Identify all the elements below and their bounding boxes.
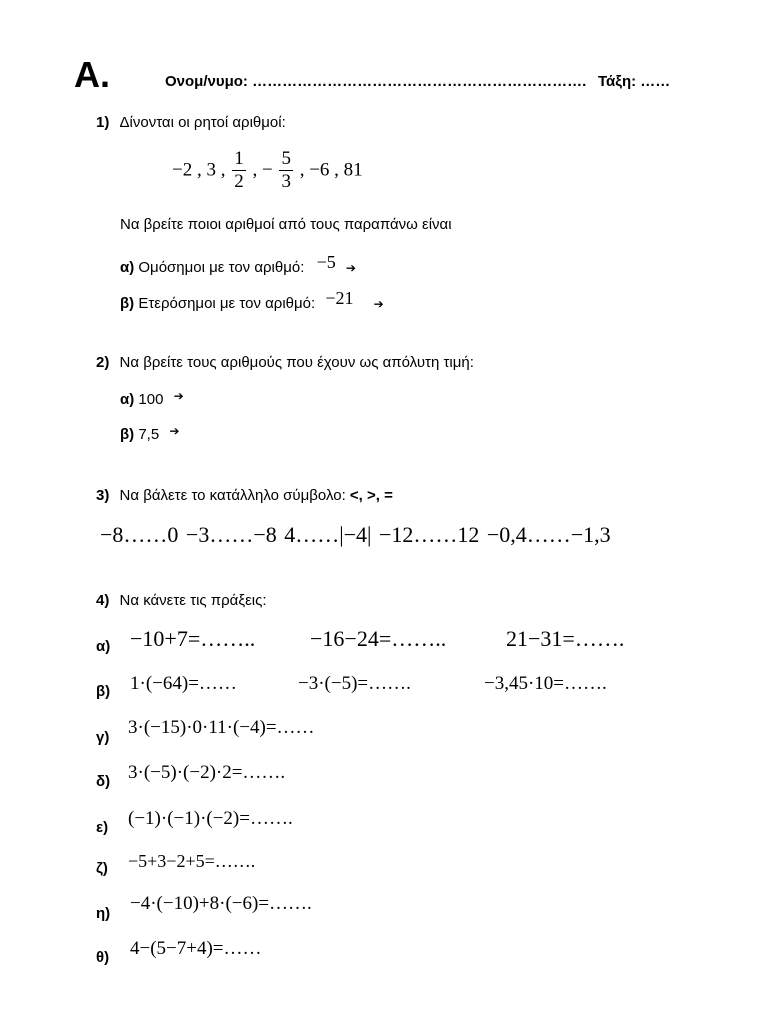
arrow-right-icon: ➔ xyxy=(345,261,356,275)
arrow-right-icon: ➔ xyxy=(169,424,180,438)
separator: , − xyxy=(252,159,273,181)
question-2-heading xyxy=(96,354,474,371)
expression: −5+3−2+5=……. xyxy=(128,851,256,871)
question-1-prompt: Να βρείτε ποιοι αριθμοί από τους παραπάνω είναι xyxy=(120,216,452,233)
question-text: Να βάλετε το κατάλληλο σύμβολο: xyxy=(119,487,346,504)
expression: (−1)·(−1)·(−2)=……. xyxy=(128,808,293,829)
question-1a xyxy=(120,252,356,277)
name-field-label: Ονομ/νυμο: …………………………………………………………. xyxy=(165,73,587,90)
sub-label: α) xyxy=(120,391,135,408)
row-label: ζ) xyxy=(96,860,108,877)
expression: −3·(−5)=……. xyxy=(298,673,411,694)
expression: −3,45·10=……. xyxy=(484,673,607,694)
question-number: 3) xyxy=(96,487,110,504)
arrow-right-icon: ➔ xyxy=(373,297,384,311)
row-label: γ) xyxy=(96,729,110,746)
sub-label: β) xyxy=(120,295,135,312)
sub-label: α) xyxy=(120,259,135,276)
row-label: η) xyxy=(96,905,111,922)
arrow-right-icon: ➔ xyxy=(173,389,184,403)
expression: −10+7=…….. xyxy=(130,626,256,651)
question-3-heading xyxy=(96,487,393,504)
expression: 4−(5−7+4)=…… xyxy=(130,938,262,959)
numbers-before: −2 , 3 , xyxy=(172,159,226,181)
numbers-after: , −6 , 81 xyxy=(299,159,363,181)
rational-numbers-list xyxy=(172,148,363,193)
fraction-denominator: 2 xyxy=(234,171,244,192)
row-label: β) xyxy=(96,683,111,700)
row-label: θ) xyxy=(96,949,110,966)
question-text: Να κάνετε τις πράξεις: xyxy=(119,592,267,609)
question-2a xyxy=(120,391,184,408)
fraction-one-half xyxy=(232,148,246,193)
absolute-value: 7,5 xyxy=(138,426,160,443)
question-number: 1) xyxy=(96,114,110,131)
row-label: ε) xyxy=(96,819,109,836)
reference-number: −21 xyxy=(325,288,354,308)
expression: 3·(−5)·(−2)·2=……. xyxy=(128,762,286,783)
question-1-heading xyxy=(96,114,286,131)
absolute-value: 100 xyxy=(138,391,164,408)
fraction-numerator: 1 xyxy=(234,148,244,169)
question-2b xyxy=(120,426,179,443)
expression: −4·(−10)+8·(−6)=……. xyxy=(130,893,312,914)
sub-text: Ομόσημοι με τον αριθμό: xyxy=(138,259,305,276)
question-number: 2) xyxy=(96,354,110,371)
fraction-denominator: 3 xyxy=(281,171,291,192)
expression: 1·(−64)=…… xyxy=(130,673,237,694)
sub-label: β) xyxy=(120,426,135,443)
comparison-symbols: <, >, = xyxy=(349,487,393,504)
question-number: 4) xyxy=(96,592,110,609)
question-text: Να βρείτε τους αριθμούς που έχουν ως απόλυτη τιμή: xyxy=(119,354,474,371)
class-field-label: Τάξη: …… xyxy=(598,73,671,90)
sub-text: Ετερόσημοι με τον αριθμό: xyxy=(138,295,316,312)
row-label: α) xyxy=(96,638,111,655)
question-4-heading xyxy=(96,592,266,609)
question-text: Δίνονται οι ρητοί αριθμοί: xyxy=(119,114,286,131)
expression: −16−24=…….. xyxy=(310,626,447,651)
expression: 3·(−15)·0·11·(−4)=…… xyxy=(128,717,315,738)
comparison-line: −8……0 −3……−8 4……|−4| −12……12 −0,4……−1,3 xyxy=(100,522,611,547)
fraction-numerator: 5 xyxy=(281,148,291,169)
section-letter: A. xyxy=(74,54,110,95)
reference-number: −5 xyxy=(316,252,336,272)
question-1b xyxy=(120,288,384,313)
fraction-five-thirds xyxy=(279,148,293,193)
expression: 21−31=……. xyxy=(506,626,625,651)
row-label: δ) xyxy=(96,773,111,790)
